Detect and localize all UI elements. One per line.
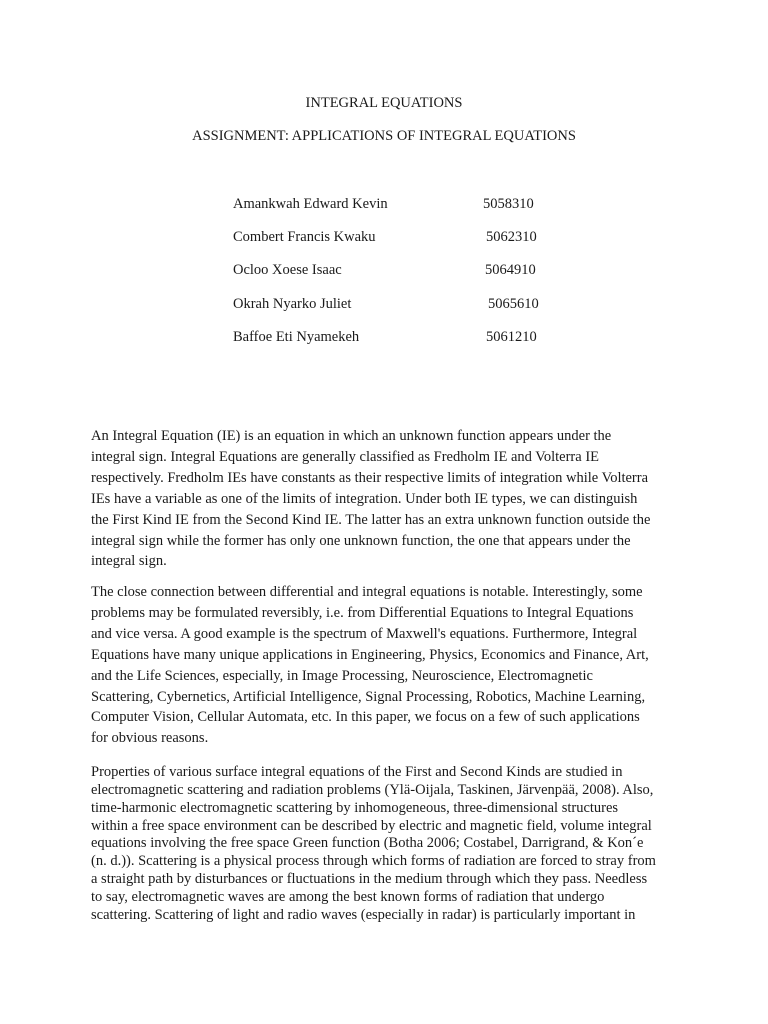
text-line: integral sign while the former has only one unknown function, the one that appears under the bbox=[91, 532, 631, 549]
text-line: integral sign. Integral Equations are generally classified as Fredholm IE and Volterra IE bbox=[91, 448, 600, 465]
author-row bbox=[233, 228, 653, 261]
author-row bbox=[233, 328, 653, 361]
text-line: a straight path by disturbances or fluctuations in the medium through which they pass. Needless bbox=[91, 871, 648, 888]
paragraph bbox=[91, 764, 691, 925]
text-line: Computer Vision, Cellular Automata, etc. In this paper, we focus on a few of such applications bbox=[91, 709, 640, 726]
author-id: 5061210 bbox=[486, 328, 537, 345]
text-line: integral sign. bbox=[91, 553, 167, 570]
author-row bbox=[233, 295, 653, 328]
author-name: Amankwah Edward Kevin bbox=[233, 196, 388, 212]
text-line: IEs have a variable as one of the limits of integration. Under both IE types, we can distinguish bbox=[91, 490, 638, 507]
author-id: 5065610 bbox=[488, 295, 539, 312]
author-row bbox=[233, 261, 653, 294]
text-line: Scattering, Cybernetics, Artificial Intelligence, Signal Processing, Robotics, Machine Learning, bbox=[91, 688, 646, 705]
author-row bbox=[233, 195, 653, 228]
text-line: and vice versa. A good example is the spectrum of Maxwell's equations. Furthermore, Integral bbox=[91, 625, 638, 642]
text-line: electromagnetic scattering and radiation problems (Ylä-Oijala, Taskinen, Järvenpää, 2008). Also, bbox=[91, 781, 654, 798]
text-line: within a free space environment can be described by electric and magnetic field, volume integral bbox=[91, 817, 652, 834]
author-name: Okrah Nyarko Juliet bbox=[233, 295, 352, 312]
paragraph bbox=[91, 426, 691, 572]
document-subtitle: ASSIGNMENT: APPLICATIONS OF INTEGRAL EQUATIONS bbox=[192, 128, 576, 144]
author-name: Combert Francis Kwaku bbox=[233, 229, 376, 246]
author-id: 5062310 bbox=[486, 229, 537, 246]
text-line: to say, electromagnetic waves are among the best known forms of radiation that undergo bbox=[91, 888, 605, 905]
text-line: An Integral Equation (IE) is an equation in which an unknown function appears under the bbox=[91, 428, 612, 444]
text-line: scattering. Scattering of light and radio waves (especially in radar) is particularly important in bbox=[91, 906, 636, 923]
author-name: Ocloo Xoese Isaac bbox=[233, 262, 342, 279]
author-id: 5058310 bbox=[483, 196, 534, 212]
text-line: and the Life Sciences, especially, in Image Processing, Neuroscience, Electromagnetic bbox=[91, 667, 593, 684]
author-name: Baffoe Eti Nyamekeh bbox=[233, 328, 360, 345]
paragraph bbox=[91, 582, 691, 749]
text-line: respectively. Fredholm IEs have constants as their respective limits of integration while Volterra bbox=[91, 469, 649, 486]
text-line: The close connection between differential and integral equations is notable. Interestingly, some bbox=[91, 584, 643, 600]
text-line: problems may be formulated reversibly, i.e. from Differential Equations to Integral Equations bbox=[91, 604, 634, 621]
author-list bbox=[233, 195, 653, 361]
author-id: 5064910 bbox=[485, 262, 536, 279]
text-line: time-harmonic electromagnetic scattering by inhomogeneous, three-dimensional structures bbox=[91, 799, 619, 816]
text-line: Equations have many unique applications in Engineering, Physics, Economics and Finance, Art, bbox=[91, 646, 649, 663]
text-line: equations involving the free space Green function (Botha 2006; Costabel, Darrigrand, & Kon´e bbox=[91, 835, 644, 852]
text-line: the First Kind IE from the Second Kind IE. The latter has an extra unknown function outside the bbox=[91, 511, 651, 528]
document-title: INTEGRAL EQUATIONS bbox=[305, 95, 463, 111]
text-line: Properties of various surface integral equations of the First and Second Kinds are studied in bbox=[91, 764, 623, 780]
text-line: for obvious reasons. bbox=[91, 730, 209, 747]
text-line: (n. d.)). Scattering is a physical process through which forms of radiation are forced to stray from bbox=[91, 853, 656, 870]
